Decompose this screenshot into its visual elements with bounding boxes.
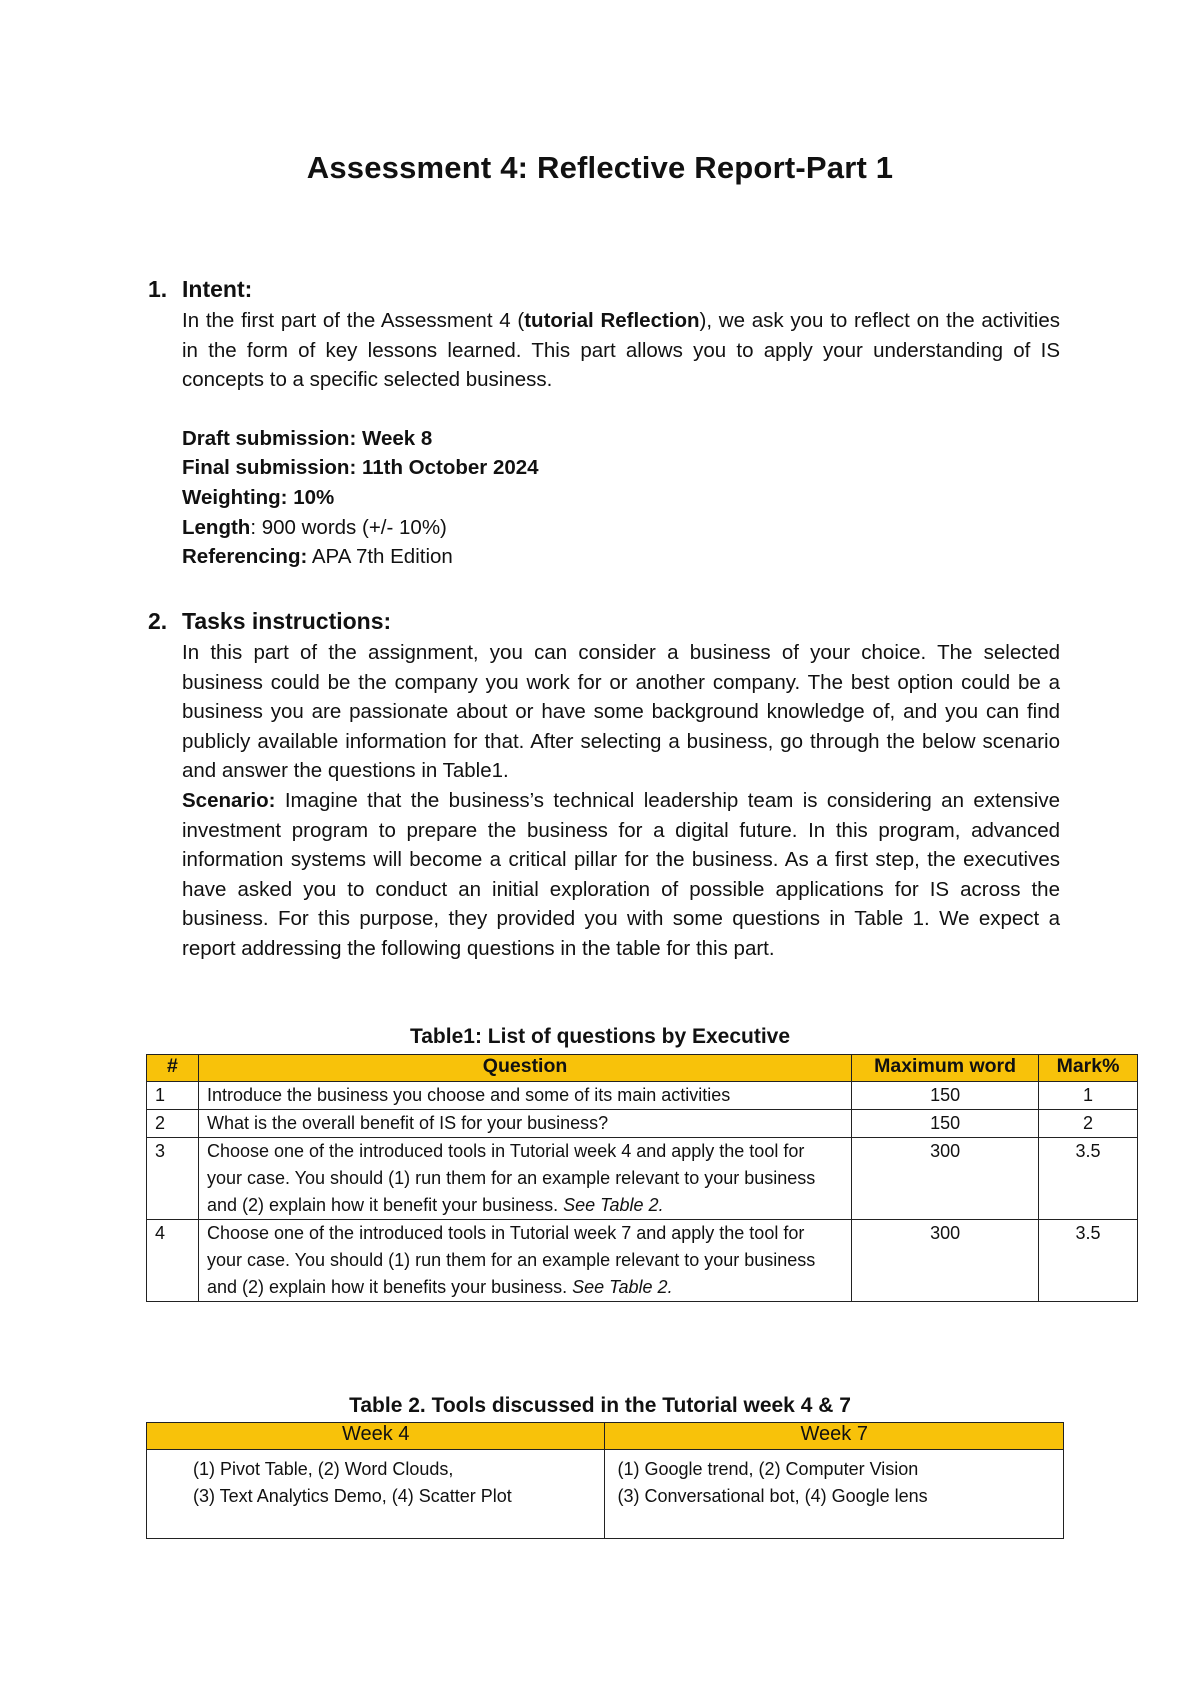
row-question-text: Choose one of the introduced tools in Tutorial week 4 and apply the tool for your case. You should (1) run them for an example relevant to your business and (2) explain how it benefit your business. (206, 1141, 816, 1215)
tools-table (146, 1422, 1064, 1539)
section-number: 2. (148, 608, 168, 634)
row-question-see: See Table 2. (572, 1277, 673, 1297)
section-title: Intent: (182, 276, 253, 302)
scenario-text: Imagine that the business’s technical leadership team is considering an extensive investment program to prepare the business for a digital future. In this program, advanced information systems will become a critical pillar for the business. As a first step, the executives have asked you to conduct an initial exploration of possible applications for IS across the business. For this purpose, they provided you with some questions in Table 1. We expect a report addressing the following questions in the table for this part. (182, 788, 1060, 960)
table-header-row (147, 1055, 1138, 1082)
table1-caption: Table1: List of questions by Executive (409, 1025, 791, 1048)
referencing-label: Referencing: (182, 545, 308, 569)
row-question: What is the overall benefit of IS for your business? (198, 1110, 851, 1138)
table-header-row (147, 1423, 1064, 1450)
table-row (147, 1110, 1138, 1138)
scenario-label: Scenario: (182, 788, 276, 812)
row-question: Introduce the business you choose and some of its main activities (198, 1082, 851, 1110)
col-header-max-word: Maximum word (852, 1055, 1039, 1082)
week4-tools-line: (3) Text Analytics Demo, (4) Scatter Plot (193, 1485, 512, 1506)
draft-submission (182, 424, 1060, 454)
row-mark: 2 (1039, 1110, 1138, 1138)
row-max-words: 300 (852, 1138, 1039, 1220)
table-row (147, 1138, 1138, 1220)
row-max-words: 150 (852, 1082, 1039, 1110)
section-title: Tasks instructions: (182, 608, 392, 634)
col-header-number: # (147, 1055, 199, 1082)
row-max-words: 150 (852, 1110, 1039, 1138)
row-number: 1 (147, 1082, 199, 1110)
row-max-words: 300 (852, 1220, 1039, 1302)
col-header-mark: Mark% (1039, 1055, 1138, 1082)
intent-text-bold: tutorial Reflection (524, 309, 700, 332)
weighting (182, 483, 1060, 513)
scenario-paragraph (182, 786, 1060, 964)
intent-block (182, 306, 1060, 572)
section-number: 1. (148, 276, 168, 302)
week4-tools-line: (1) Pivot Table, (2) Word Clouds, (193, 1459, 454, 1479)
length-value: : 900 words (+/- 10%) (250, 515, 447, 539)
table-row (147, 1220, 1138, 1302)
row-number: 2 (147, 1110, 199, 1138)
weighting-text: Weighting: 10% (182, 485, 335, 509)
intent-paragraph (182, 306, 1060, 395)
questions-table (146, 1054, 1138, 1302)
intent-text-pre: In the first part of the Assessment 4 ( (182, 309, 525, 332)
intent-text-post: ), we ask you to reflect on the activities in the form of key lessons learned. This part allows you to apply your understanding of IS concepts to a specific selected business. (182, 309, 1060, 392)
week4-tools (147, 1450, 605, 1539)
draft-submission-text: Draft submission: Week 8 (182, 426, 433, 450)
length (182, 513, 1060, 543)
page-title: Assessment 4: Reflective Report-Part 1 (306, 150, 894, 185)
row-question (198, 1220, 851, 1302)
tasks-paragraph: In this part of the assignment, you can consider a business of your choice. The selected business could be the company you work for or another company. The best option could be a business you are passionate about or have some background knowledge of, and you can find publicly available information for that. After selecting a business, go through the below scenario and answer the questions in Table1. (182, 641, 1060, 783)
row-question (198, 1138, 851, 1220)
section-intent-heading (148, 276, 252, 303)
table-row (147, 1082, 1138, 1110)
col-header-week4: Week 4 (147, 1423, 605, 1450)
row-mark: 1 (1039, 1082, 1138, 1110)
col-header-question: Question (198, 1055, 851, 1082)
row-number: 3 (147, 1138, 199, 1220)
length-label: Length (182, 515, 251, 539)
col-header-week7: Week 7 (605, 1423, 1064, 1450)
week7-tools (605, 1450, 1064, 1539)
row-question-see: See Table 2. (563, 1195, 664, 1215)
table-row (147, 1450, 1064, 1539)
table2-caption: Table 2. Tools discussed in the Tutorial week 4 & 7 (349, 1394, 851, 1417)
week7-tools-line: (1) Google trend, (2) Computer Vision (617, 1459, 919, 1479)
referencing-value: APA 7th Edition (307, 545, 453, 569)
row-number: 4 (147, 1220, 199, 1302)
row-question-text: Choose one of the introduced tools in Tutorial week 7 and apply the tool for your case. You should (1) run them for an example relevant to your business and (2) explain how it benefits your business. (206, 1223, 816, 1297)
final-submission (182, 453, 1060, 483)
final-submission-text: Final submission: 11th October 2024 (182, 456, 539, 480)
week7-tools-line: (3) Conversational bot, (4) Google lens (617, 1485, 928, 1506)
row-mark: 3.5 (1039, 1220, 1138, 1302)
section-tasks-heading (148, 608, 391, 635)
referencing (182, 542, 1060, 572)
tasks-block (182, 638, 1060, 964)
row-mark: 3.5 (1039, 1138, 1138, 1220)
